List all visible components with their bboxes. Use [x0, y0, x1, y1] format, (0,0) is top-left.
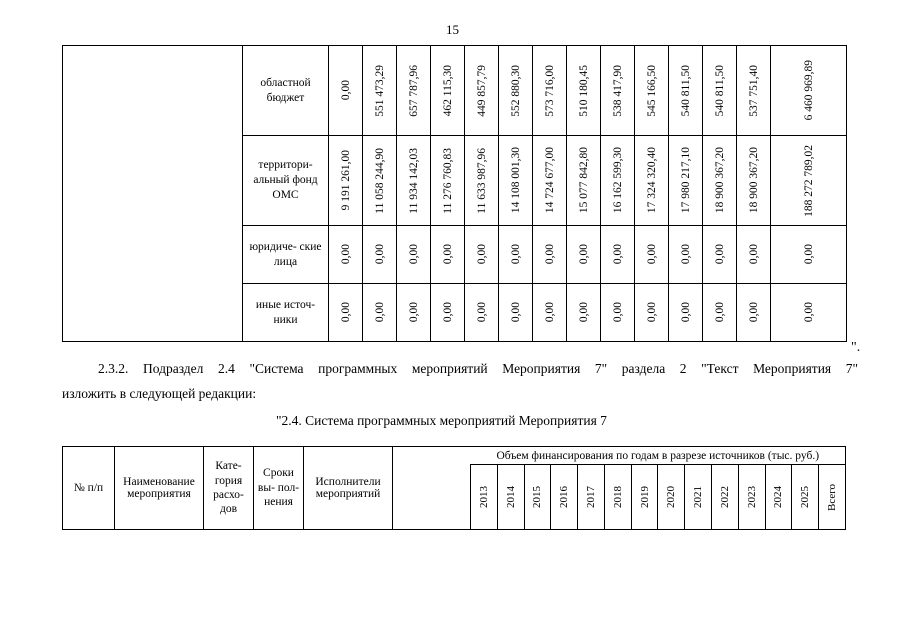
header-year [792, 465, 819, 530]
header-year-text: 2013 [477, 486, 490, 508]
total-text: 188 272 789,02 [802, 144, 815, 217]
total-text: 0,00 [802, 244, 815, 265]
value-cell [601, 46, 635, 136]
value-cell [465, 284, 499, 342]
value-text: 15 077 842,80 [577, 147, 590, 214]
value-text: 573 716,00 [543, 64, 556, 117]
header-year [685, 465, 712, 530]
value-text: 0,00 [475, 244, 488, 265]
value-cell [567, 284, 601, 342]
header-year-text: 2025 [799, 486, 812, 508]
value-cell [669, 284, 703, 342]
value-text: 0,00 [339, 80, 352, 101]
source-label: территори- альный фонд ОМС [243, 136, 329, 226]
value-cell [669, 136, 703, 226]
funding-row [63, 46, 847, 136]
value-cell [397, 46, 431, 136]
header-year [604, 465, 631, 530]
header-year-text: 2021 [692, 486, 705, 508]
value-cell [465, 226, 499, 284]
header-year [497, 465, 524, 530]
value-text: 0,00 [713, 302, 726, 323]
header-year-text: 2019 [638, 486, 651, 508]
value-cell [635, 46, 669, 136]
header-year-text: 2022 [718, 486, 731, 508]
header-year-text: Всего [826, 483, 839, 511]
header-year [471, 465, 498, 530]
header-year-text: 2023 [745, 486, 758, 508]
header-year-text: 2014 [504, 486, 517, 508]
value-cell [635, 226, 669, 284]
value-text: 11 934 142,03 [407, 147, 420, 214]
value-text: 18 900 367,20 [713, 147, 726, 214]
closing-quote: ". [851, 340, 861, 355]
value-text: 0,00 [441, 244, 454, 265]
value-text: 0,00 [509, 244, 522, 265]
value-text: 17 324 320,40 [645, 147, 658, 214]
value-cell [601, 226, 635, 284]
value-cell [533, 46, 567, 136]
paragraph-line-1: 2.3.2. Подраздел 2.4 "Система программных мероприятий Мероприятия 7" раздела 2 "Текст Мероприятия 7" [98, 361, 858, 376]
header-num: № п/п [63, 447, 115, 530]
value-cell [601, 136, 635, 226]
value-cell [635, 136, 669, 226]
value-cell [499, 136, 533, 226]
value-text: 9 191 261,00 [339, 150, 352, 211]
value-cell [703, 136, 737, 226]
value-text: 0,00 [339, 302, 352, 323]
section-title: "2.4. Система программных мероприятий Мероприятия 7 [276, 413, 607, 428]
value-cell [431, 284, 465, 342]
value-text: 11 633 987,96 [475, 147, 488, 214]
value-text: 0,00 [747, 302, 760, 323]
value-cell [465, 46, 499, 136]
value-text: 0,00 [747, 244, 760, 265]
header-year [524, 465, 551, 530]
value-text: 0,00 [645, 244, 658, 265]
value-text: 0,00 [407, 302, 420, 323]
value-cell [567, 136, 601, 226]
value-text: 0,00 [475, 302, 488, 323]
value-text: 540 811,50 [679, 64, 692, 117]
header-year-text: 2024 [772, 486, 785, 508]
value-cell [363, 46, 397, 136]
value-cell [329, 226, 363, 284]
value-text: 14 108 001,30 [509, 147, 522, 214]
header-terms: Сроки вы- пол- нения [254, 447, 304, 530]
value-text: 552 880,30 [509, 64, 522, 117]
header-year [658, 465, 685, 530]
value-cell [703, 46, 737, 136]
value-cell [431, 226, 465, 284]
header-year [631, 465, 658, 530]
value-text: 538 417,90 [611, 64, 624, 117]
value-cell [397, 136, 431, 226]
header-year-text: 2016 [558, 486, 571, 508]
source-label: юридиче- ские лица [243, 226, 329, 284]
total-cell [771, 136, 847, 226]
value-cell [329, 136, 363, 226]
value-cell [737, 46, 771, 136]
header-year-text: 2015 [531, 486, 544, 508]
value-text: 0,00 [679, 244, 692, 265]
value-text: 551 473,29 [373, 64, 386, 117]
value-cell [533, 136, 567, 226]
header-year [819, 465, 846, 530]
value-cell [363, 284, 397, 342]
value-text: 11 276 760,83 [441, 147, 454, 214]
value-cell [669, 226, 703, 284]
blank-cell [63, 46, 243, 342]
value-cell [397, 284, 431, 342]
value-cell [363, 136, 397, 226]
value-cell [737, 284, 771, 342]
header-year [712, 465, 739, 530]
header-executors: Исполнители мероприятий [304, 447, 393, 530]
value-cell [329, 46, 363, 136]
value-text: 0,00 [441, 302, 454, 323]
value-text: 0,00 [543, 302, 556, 323]
value-cell [669, 46, 703, 136]
value-text: 0,00 [577, 244, 590, 265]
value-cell [431, 46, 465, 136]
source-label: иные источ- ники [243, 284, 329, 342]
funding-table [62, 45, 847, 342]
total-cell [771, 284, 847, 342]
total-cell [771, 46, 847, 136]
value-cell [567, 226, 601, 284]
value-cell [431, 136, 465, 226]
header-funding-caption: Объем финансирования по годам в разрезе источников (тыс. руб.) [471, 447, 846, 465]
value-text: 462 115,30 [441, 64, 454, 117]
value-text: 0,00 [645, 302, 658, 323]
total-cell [771, 226, 847, 284]
value-cell [499, 46, 533, 136]
value-cell [499, 284, 533, 342]
value-cell [397, 226, 431, 284]
value-cell [329, 284, 363, 342]
value-cell [601, 284, 635, 342]
header-year [551, 465, 578, 530]
paragraph-line-2: изложить в следующей редакции: [62, 386, 257, 401]
value-text: 0,00 [509, 302, 522, 323]
value-text: 0,00 [373, 302, 386, 323]
header-year-text: 2018 [611, 486, 624, 508]
value-text: 11 058 244,90 [373, 147, 386, 214]
value-text: 537 751,40 [747, 64, 760, 117]
value-text: 0,00 [543, 244, 556, 265]
value-text: 0,00 [373, 244, 386, 265]
header-category: Кате- гория расхо- дов [204, 447, 254, 530]
value-cell [465, 136, 499, 226]
header-name: Наименование мероприятия [115, 447, 204, 530]
source-label: областной бюджет [243, 46, 329, 136]
value-text: 14 724 677,00 [543, 147, 556, 214]
value-text: 510 180,45 [577, 64, 590, 117]
value-text: 0,00 [713, 244, 726, 265]
value-text: 16 162 599,30 [611, 147, 624, 214]
header-year-text: 2017 [585, 486, 598, 508]
value-cell [703, 226, 737, 284]
value-cell [703, 284, 737, 342]
value-text: 540 811,50 [713, 64, 726, 117]
header-year [765, 465, 792, 530]
value-cell [635, 284, 669, 342]
total-text: 0,00 [802, 302, 815, 323]
page-number: 15 [446, 22, 459, 37]
header-year-text: 2020 [665, 486, 678, 508]
value-text: 0,00 [577, 302, 590, 323]
value-text: 0,00 [679, 302, 692, 323]
value-cell [737, 226, 771, 284]
value-cell [533, 284, 567, 342]
value-cell [567, 46, 601, 136]
value-text: 449 857,79 [475, 64, 488, 117]
total-text: 6 460 969,89 [802, 60, 815, 121]
header-table [62, 446, 846, 530]
value-text: 17 980 217,10 [679, 147, 692, 214]
value-text: 18 900 367,20 [747, 147, 760, 214]
value-text: 0,00 [611, 244, 624, 265]
value-cell [499, 226, 533, 284]
value-text: 657 787,96 [407, 64, 420, 117]
value-text: 0,00 [611, 302, 624, 323]
value-cell [533, 226, 567, 284]
header-blank [393, 447, 471, 530]
header-year [738, 465, 765, 530]
value-text: 545 166,50 [645, 64, 658, 117]
header-year [578, 465, 605, 530]
value-cell [363, 226, 397, 284]
value-text: 0,00 [407, 244, 420, 265]
value-text: 0,00 [339, 244, 352, 265]
value-cell [737, 136, 771, 226]
